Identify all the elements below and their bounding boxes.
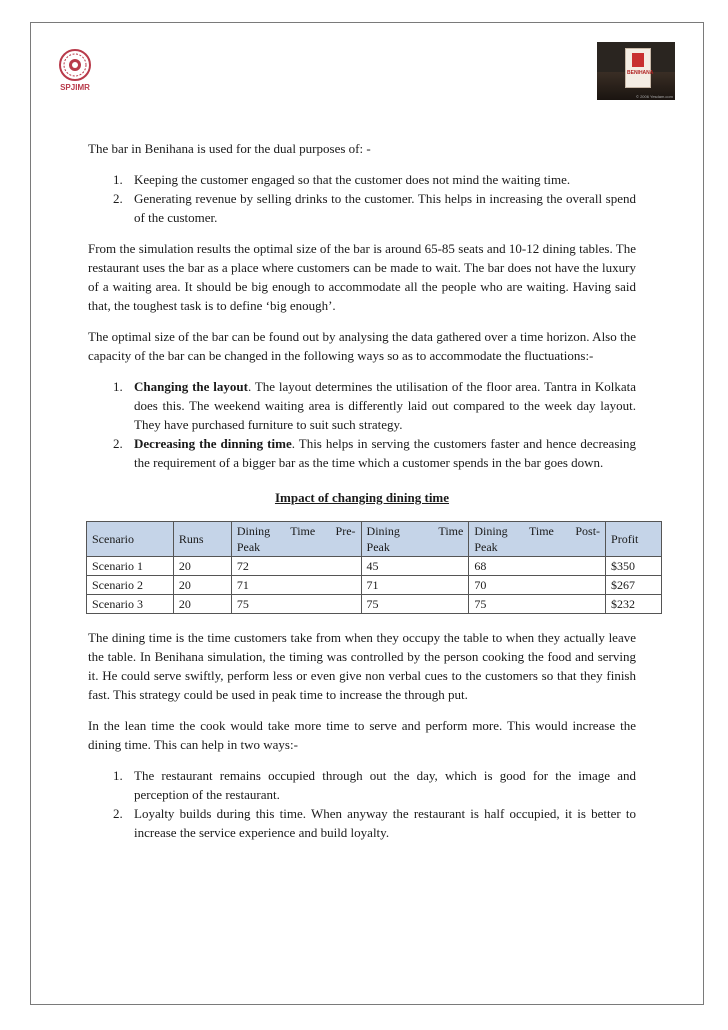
header-pre-peak: Dining Time Pre- Peak (231, 522, 361, 557)
cell: $232 (606, 595, 662, 614)
cell: Scenario 1 (87, 557, 174, 576)
list-item: 2. Loyalty builds during this time. When anyway the restaurant is half occupied, it is better to increase the service experience and build loyalty. (113, 806, 636, 840)
cell: Scenario 2 (87, 576, 174, 595)
bar-purposes-list (88, 170, 636, 227)
table-title: Impact of changing dining time (274, 490, 450, 505)
logo-text: SPJIMR (60, 83, 90, 92)
capacity-methods-list (88, 377, 636, 472)
cell: $350 (606, 557, 662, 576)
optimal-size-paragraph: The optimal size of the bar can be found out by analysing the data gathered over a time horizon. Also the capacity of the bar can be changed in the following ways so as to accommodate the fluctuations:- (88, 329, 636, 363)
header-profit: Profit (606, 522, 662, 557)
intro-paragraph: The bar in Benihana is used for the dual purposes of: - (88, 141, 371, 156)
cell: Scenario 3 (87, 595, 174, 614)
sign-text: BENIHANA (627, 70, 654, 76)
cell: 75 (361, 595, 469, 614)
benihana-sign-photo (597, 42, 675, 100)
cell: 45 (361, 557, 469, 576)
cell: 75 (469, 595, 606, 614)
table-header-row (87, 522, 662, 557)
cell: 68 (469, 557, 606, 576)
cell: 75 (231, 595, 361, 614)
cell: 20 (173, 595, 231, 614)
table-row (87, 557, 662, 576)
list-item: 2. Generating revenue by selling drinks to the customer. This helps in increasing the overall spend of the customer. (113, 191, 636, 225)
simulation-paragraph: From the simulation results the optimal size of the bar is around 65-85 seats and 10-12 dining tables. The restaurant uses the bar as a place where customers can be made to wait. The bar does not have the luxury of a waiting area. It should be big enough to accommodate all the people who are waiting. Having said that, the toughest task is to define ‘big enough’. (88, 241, 636, 313)
header-post-peak: Dining Time Post- Peak (469, 522, 606, 557)
list-item: 1. Keeping the customer engaged so that the customer does not mind the waiting time. (113, 172, 571, 187)
document-body (88, 139, 639, 842)
spjimr-logo (50, 44, 100, 94)
header-peak: Dining Time Peak (361, 522, 469, 557)
dining-time-table (86, 521, 662, 614)
lean-time-benefits-list (88, 766, 636, 842)
cell: 70 (469, 576, 606, 595)
cell: 72 (231, 557, 361, 576)
cell: 20 (173, 576, 231, 595)
table-row (87, 576, 662, 595)
table-row (87, 595, 662, 614)
cell: 71 (231, 576, 361, 595)
header-runs: Runs (173, 522, 231, 557)
list-item: 1. Changing the layout. The layout determines the utilisation of the floor area. Tantra in Kolkata does this. The weekend waiting area is differently laid out compared to the week day layout. They have purchased furniture to suit such strategy. (113, 379, 636, 432)
list-item: 1. The restaurant remains occupied through out the day, which is good for the image and perception of the restaurant. (113, 768, 636, 802)
cell: 71 (361, 576, 469, 595)
photo-credit: © 2006 Yesdam.com (636, 94, 673, 99)
list-item: 2. Decreasing the dinning time. This helps in serving the customers faster and hence decreasing the requirement of a bigger bar as the time which a customer spends in the bar goes down. (113, 436, 636, 470)
dining-time-paragraph: The dining time is the time customers take from when they occupy the table to when they actually leave the table. In Benihana simulation, the timing was controlled by the person cooking the food and serving it. He could serve swiftly, perform less or even give non verbal cues to the customers so that they finish fast. This strategy could be used in peak time to increase the through put. (88, 630, 636, 702)
cell: $267 (606, 576, 662, 595)
cell: 20 (173, 557, 231, 576)
benihana-sign (625, 48, 654, 88)
lean-time-paragraph: In the lean time the cook would take more time to serve and perform more. This would increase the dining time. This can help in two ways:- (88, 718, 636, 752)
header-scenario: Scenario (87, 522, 174, 557)
